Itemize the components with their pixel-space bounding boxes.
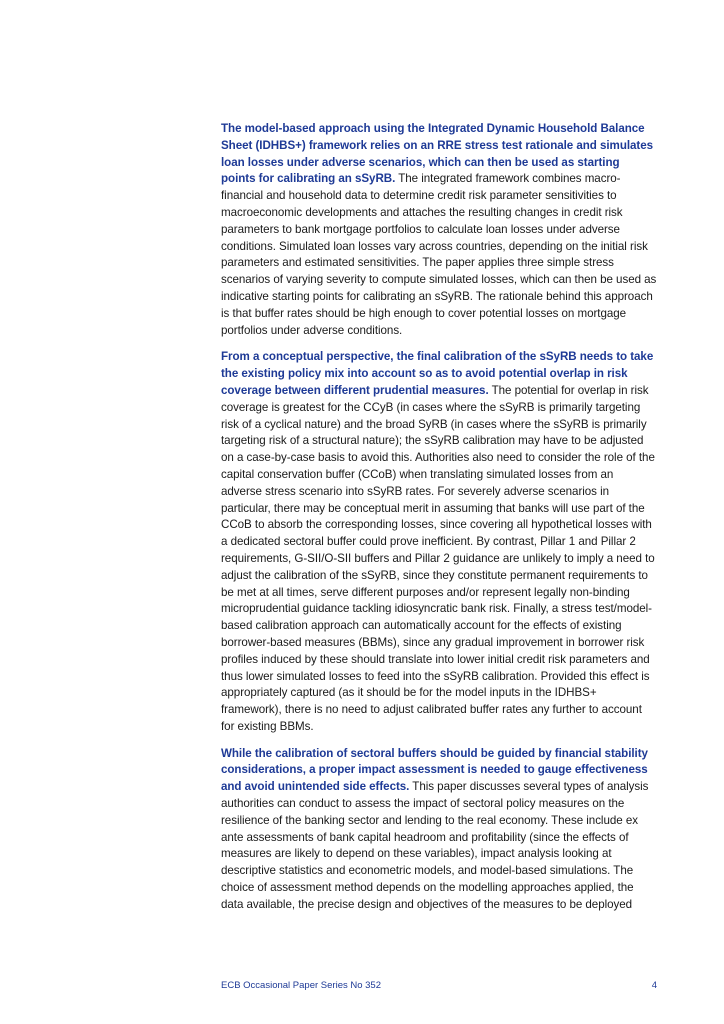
paragraph-model-based-approach xyxy=(221,121,657,339)
paragraph-lead: While the calibration of sectoral buffers should be guided by financial stability considerations, a proper impact assessment is needed to gauge effectiveness and avoid unintended side effects. xyxy=(221,746,648,794)
footer-series-title: ECB Occasional Paper Series No 352 xyxy=(221,980,381,991)
page-footer xyxy=(221,980,657,991)
paragraph-impact-assessment xyxy=(221,746,657,914)
paragraph-body: This paper discusses several types of analysis authorities can conduct to assess the impact of sectoral policy measures on the resilience of the banking sector and lending to the real economy. These include ex ante assessments of bank capital headroom and profitability (since the effects of measures are likely to depend on these variables), impact analysis looking at descriptive statistics and econometric models, and model-based simulations. The choice of assessment method depends on the modelling approaches applied, the data available, the precise design and objectives of the measures to be deployed xyxy=(221,780,649,911)
page-number: 4 xyxy=(651,980,657,991)
paragraph-lead: The model-based approach using the Integrated Dynamic Household Balance Sheet (IDHBS+) framework relies on an RRE stress test rationale and simulates loan losses under adverse scenarios, which can then be used as starting points for calibrating an sSyRB. xyxy=(221,122,654,186)
main-text xyxy=(221,121,657,924)
paragraph-body: The integrated framework combines macro-financial and household data to determine credit risk parameter sensitivities to macroeconomic developments and attaches the resulting changes in credit risk parameters to bank mortgage portfolios to calculate loan losses under adverse conditions. Simulated loan losses vary across countries, depending on the initial risk parameters and estimated sensitivities. The paper applies three simple stress scenarios of varying severity to compute simulated losses, which can then be used as indicative starting points for calibrating an sSyRB. The rationale behind this approach is that buffer rates should be high enough to cover potential losses on mortgage portfolios under adverse conditions. xyxy=(221,172,657,337)
paragraph-conceptual-perspective xyxy=(221,349,657,735)
paragraph-body: The potential for overlap in risk coverage is greatest for the CCyB (in cases where the sSyRB is primarily targeting risk of a cyclical nature) and the broad SyRB (in cases where the sSyRB is primarily targeting risk of a structural nature); the sSyRB calibration may have to be adjusted on a case-by-case basis to avoid this. Authorities also need to consider the role of the capital conservation buffer (CCoB) when translating simulated losses from an adverse stress scenario into sSyRB rates. For severely adverse scenarios in particular, there may be conceptual merit in assuming that banks will use part of the CCoB to absorb the corresponding losses, since covering all hypothetical losses with a dedicated sectoral buffer could prove inefficient. By contrast, Pillar 1 and Pillar 2 requirements, G-SII/O-SII buffers and Pillar 2 guidance are unlikely to imply a need to adjust the calibration of the sSyRB, since they constitute permanent requirements to be met at all times, serve different purposes and/or represent legally non-binding microprudential guidance tackling idiosyncratic bank risk. Finally, a stress test/model-based calibration approach can automatically account for the effects of existing borrower-based measures (BBMs), since any gradual improvement in borrower risk profiles induced by these should translate into lower initial credit risk parameters and thus lower simulated losses to feed into the sSyRB calibration. Provided this effect is appropriately captured (as it should be for the model inputs in the IDHBS+ framework), there is no need to adjust calibrated buffer rates any further to account for existing BBMs. xyxy=(221,383,655,733)
paragraph-lead: From a conceptual perspective, the final calibration of the sSyRB needs to take the existing policy mix into account so as to avoid potential overlap in risk coverage between different prudential measures. xyxy=(221,350,654,397)
